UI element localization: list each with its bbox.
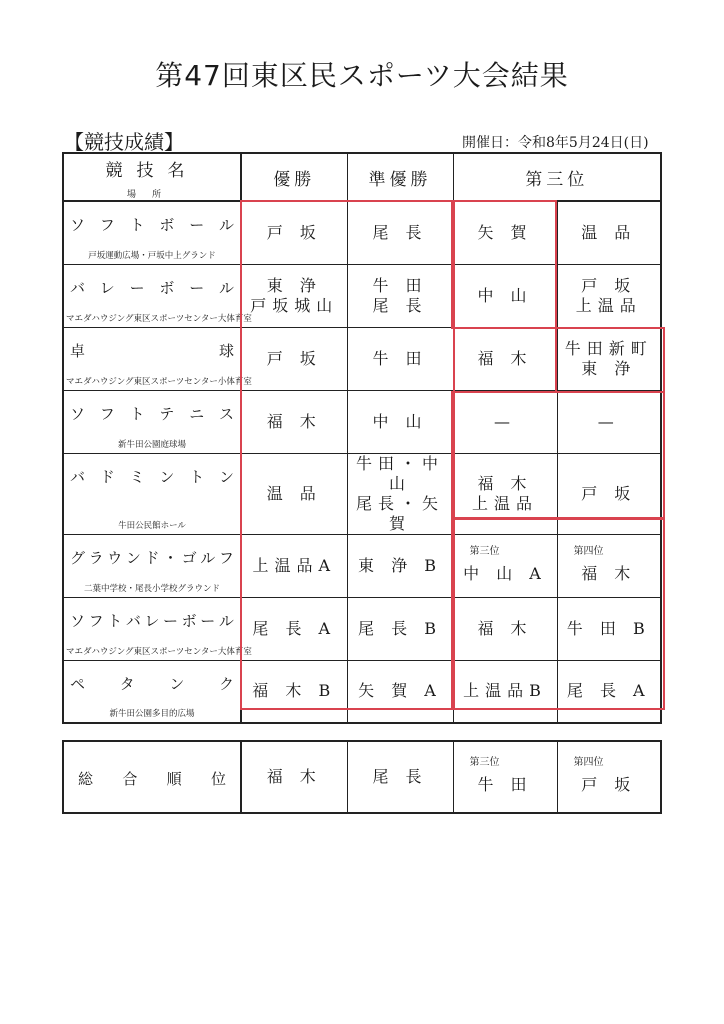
result-runner-up: [347, 660, 453, 723]
overall-ranking-row: [63, 741, 661, 813]
result-winner: [241, 534, 347, 597]
event-name-cell: [63, 660, 241, 723]
result-line: 上温品B: [463, 681, 547, 701]
event-name-char: テ: [159, 404, 175, 423]
result-line: 福 木 B: [252, 681, 337, 701]
event-name-char: ー: [189, 216, 205, 234]
event-venue: 牛田公民館ホール: [118, 520, 186, 531]
event-name-char: ー: [200, 611, 216, 630]
event-name: [70, 610, 234, 631]
event-name-cell: [63, 534, 241, 597]
result-runner-up: [347, 534, 453, 597]
result-third1: [453, 201, 557, 264]
event-name: [70, 277, 234, 298]
result-line: 中 山: [372, 411, 428, 431]
event-name: [70, 673, 234, 694]
result-winner: [241, 597, 347, 660]
result-runner-up: [347, 327, 453, 390]
result-line: 温 品: [581, 222, 637, 242]
event-name-char: ト: [129, 216, 145, 234]
event-name: [70, 214, 234, 235]
result-third1: [453, 264, 557, 327]
result-line: 上温品: [471, 493, 538, 513]
header-runner-up: 準優勝: [347, 153, 453, 201]
event-name-char: ソ: [70, 611, 86, 630]
result-line: 矢 賀 A: [358, 681, 442, 701]
result-line: 尾 長 A: [252, 618, 337, 638]
result-line: 福 木: [477, 473, 533, 493]
event-name-char: フ: [218, 548, 234, 567]
event-name-char: タ: [119, 674, 135, 693]
result-third1: [453, 453, 557, 534]
overall-label-char: 順: [166, 770, 182, 788]
overall-ranking-table: [62, 740, 662, 814]
event-name-char: ラ: [88, 548, 104, 567]
result-line: 中 山 A: [463, 563, 547, 583]
result-line: 上温品: [575, 295, 642, 315]
event-name-char: ド: [144, 548, 160, 567]
event-name-char: バ: [125, 611, 141, 630]
result-runner-up: [347, 453, 453, 534]
overall-first: 福 木: [241, 741, 347, 813]
event-name-cell: [63, 390, 241, 453]
overall-label-char: 合: [122, 770, 138, 788]
overall-label-char: 位: [210, 770, 226, 788]
result-line: 尾 長: [372, 295, 428, 315]
event-venue: 戸坂運動広場・戸坂中上グランド: [88, 250, 216, 261]
overall-fourth: 第四位 戸 坂: [557, 741, 661, 813]
event-name-cell: [63, 264, 252, 327]
event-name-char: ル: [218, 278, 234, 297]
event-name-cell: [63, 597, 252, 660]
event-row: [63, 453, 661, 534]
event-name-char: ー: [189, 278, 205, 297]
result-third2: [557, 201, 661, 264]
event-venue: 新牛田公園多目的広場: [109, 709, 195, 719]
event-venue: マエダハウジング東区スポーツセンター大体育室: [66, 313, 252, 324]
event-name-char: レ: [144, 611, 160, 630]
event-name-char: ・: [163, 548, 179, 567]
event-name-char: ン: [169, 674, 185, 693]
event-row: [63, 201, 661, 264]
result-line: 上温品A: [252, 555, 337, 575]
result-line: 福 木: [581, 563, 637, 583]
event-name-char: フ: [99, 216, 115, 234]
event-name-cell: [63, 327, 252, 390]
event-venue: 二葉中学校・尾長小学校グラウンド: [83, 583, 220, 594]
result-winner: [241, 327, 347, 390]
event-name-char: ド: [99, 467, 115, 486]
page-title: 第47回東区民スポーツ大会結果: [155, 59, 569, 92]
event-name-char: バ: [70, 278, 86, 297]
result-line: 戸 坂: [266, 222, 322, 242]
event-venue: 新牛田公園庭球場: [117, 439, 186, 450]
event-date: 開催日：令和8年5月24日(日): [462, 135, 649, 151]
event-name-char: 球: [218, 341, 234, 360]
placing-label: 第四位: [573, 545, 604, 557]
event-name-char: ト: [107, 611, 123, 630]
result-third1: [453, 660, 557, 723]
event-name-char: 卓: [70, 341, 86, 360]
result-line: —: [597, 411, 620, 431]
result-line: 戸 坂: [581, 483, 637, 503]
result-line: —: [494, 411, 516, 431]
event-name-char: ン: [125, 548, 141, 567]
event-name-char: ミ: [129, 467, 145, 486]
event-name-char: グ: [70, 548, 86, 567]
result-third1: [453, 597, 557, 660]
result-third1: [453, 534, 557, 597]
result-third2: [557, 327, 661, 390]
event-name-char: ト: [189, 467, 205, 486]
event-name-char: ン: [218, 467, 234, 486]
overall-label-char: 総: [78, 770, 94, 788]
result-winner: [241, 390, 347, 453]
result-line: 中 山: [477, 285, 533, 305]
results-table: [62, 152, 662, 724]
event-name-char: ル: [218, 216, 234, 234]
result-third2: [557, 597, 661, 660]
event-name: [70, 340, 234, 361]
event-row: [63, 327, 661, 390]
event-row: [63, 264, 661, 327]
section-label: 【競技成績】: [64, 130, 184, 154]
result-third1: [453, 390, 557, 453]
event-name-char: ス: [218, 404, 234, 423]
result-line: 矢 賀: [477, 222, 533, 242]
event-name-char: ボ: [181, 611, 197, 630]
event-row: [63, 660, 661, 723]
overall-label-cell: [63, 741, 241, 813]
event-venue: マエダハウジング東区スポーツセンター大体育室: [66, 646, 252, 657]
result-line: 戸 坂: [581, 275, 637, 295]
event-name-char: ー: [129, 278, 145, 297]
event-name-char: ル: [200, 548, 216, 567]
result-line: 福 木: [266, 411, 322, 431]
result-line: 牛 田: [372, 275, 428, 295]
result-line: 東 浄 B: [358, 555, 442, 575]
result-third2: [557, 453, 661, 534]
header-event-name: 競技名 場所: [63, 153, 241, 201]
result-line: 尾 長 A: [566, 681, 651, 701]
result-third2: [557, 660, 661, 723]
event-name: [70, 466, 234, 487]
event-name-cell: [63, 453, 241, 534]
result-line: 福 木: [477, 348, 533, 368]
event-name-cell: [63, 201, 241, 264]
header-row: [63, 153, 661, 201]
event-name-char: ソ: [70, 404, 86, 423]
result-third2: [557, 390, 661, 453]
event-name-char: バ: [70, 467, 86, 486]
result-runner-up: [347, 390, 453, 453]
result-line: 尾 長: [372, 222, 428, 242]
placing-label: 第三位: [469, 545, 500, 557]
event-name-char: ボ: [159, 216, 175, 234]
result-line: 東 浄: [266, 275, 322, 295]
header-third: 第三位: [453, 153, 661, 201]
event-row: [63, 534, 661, 597]
overall-second: 尾 長: [347, 741, 453, 813]
event-name: [70, 547, 234, 568]
event-row: [63, 390, 661, 453]
event-name-char: ル: [218, 611, 234, 630]
result-line: 牛田新町: [564, 338, 653, 358]
result-line: 温 品: [266, 483, 322, 503]
result-runner-up: [347, 201, 453, 264]
result-line: 尾 長 B: [358, 618, 442, 638]
event-name-char: ン: [159, 467, 175, 486]
event-name-char: ー: [163, 611, 179, 630]
result-line: 尾長・矢賀: [355, 493, 444, 533]
event-name-char: ウ: [107, 548, 123, 567]
event-name-char: ペ: [70, 674, 86, 693]
event-name-char: フ: [88, 611, 104, 630]
result-runner-up: [347, 597, 453, 660]
result-line: 牛 田: [372, 348, 428, 368]
header-winner: 優勝: [241, 153, 347, 201]
result-third2: [557, 534, 661, 597]
event-name: [70, 403, 234, 424]
overall-third: 第三位 牛 田: [453, 741, 557, 813]
event-name-char: ニ: [189, 404, 205, 423]
event-name-char: フ: [99, 404, 115, 423]
result-line: 牛 田 B: [566, 618, 651, 638]
event-name-char: ゴ: [181, 548, 197, 567]
event-venue: マエダハウジング東区スポーツセンター小体育室: [66, 376, 252, 387]
result-line: 牛田・中山: [355, 453, 444, 493]
event-row: [63, 597, 661, 660]
event-name-char: レ: [99, 278, 115, 297]
result-winner: [241, 201, 347, 264]
result-line: 東 浄: [581, 358, 637, 378]
result-runner-up: [347, 264, 453, 327]
event-name-char: ト: [129, 404, 145, 423]
result-line: 福 木: [477, 618, 533, 638]
result-third1: [453, 327, 557, 390]
event-name-char: ソ: [70, 216, 86, 234]
result-line: 戸坂城山: [250, 295, 339, 315]
result-winner: [241, 453, 347, 534]
result-winner: [241, 660, 347, 723]
event-name-char: ク: [218, 674, 234, 693]
result-third2: [557, 264, 661, 327]
result-line: 戸 坂: [266, 348, 322, 368]
result-winner: [241, 264, 347, 327]
event-name-char: ボ: [159, 278, 175, 297]
